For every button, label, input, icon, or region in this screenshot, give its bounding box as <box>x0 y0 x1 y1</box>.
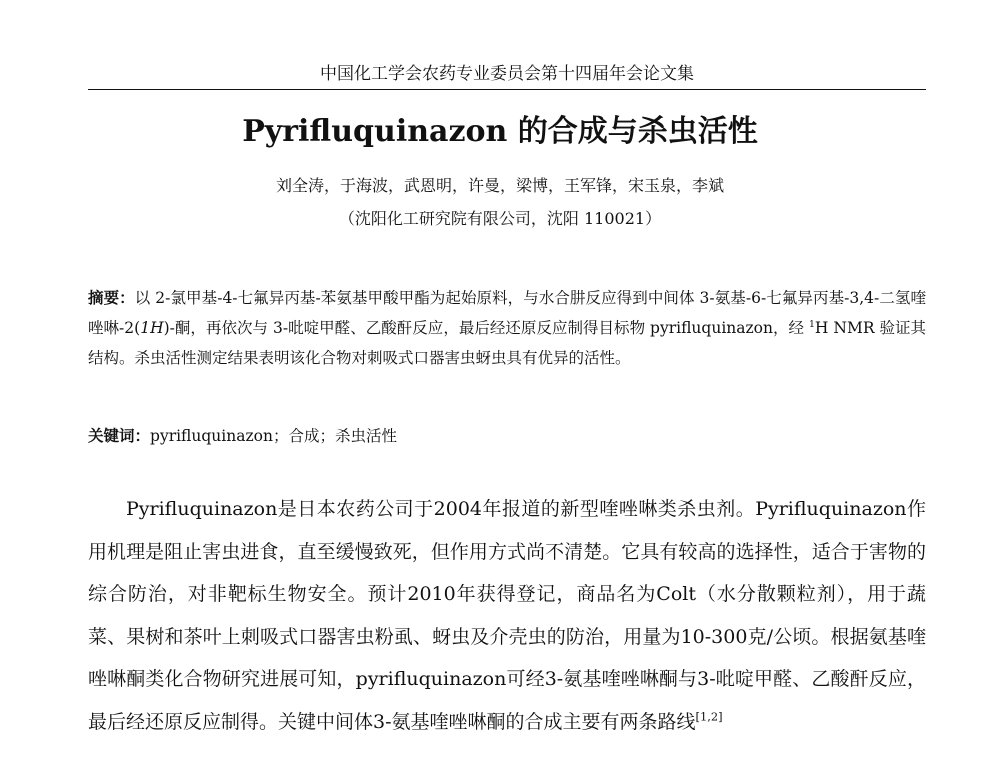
body-text: Pyrifluquinazon是日本农药公司于2004年报道的新型喹唑啉类杀虫剂。Pyrifluquinazon作用机理是阻止害虫进食，直至缓慢致死，但作用方式尚不清楚。它具有较高的选择性，适合于害物的综合防治，对非靶标生物安全。预计2010年获得登记，商品名为Colt（水分散颗粒剂），用于蔬菜、果树和茶叶上刺吸式口器害虫粉虱、蚜虫及介壳虫的防治，用量为10-300克/公顷。根据氨基喹唑啉酮类化合物研究进展可知，pyrifluquinazon可经3-氨基喹唑啉酮与3-吡啶甲醛、乙酸酐反应，最后经还原反应制得。关键中间体3-氨基喹唑啉酮的合成主要有两条路线 <box>88 498 926 733</box>
body-paragraph <box>88 488 926 743</box>
paper-title <box>0 112 1000 152</box>
author-list: 刘全涛，于海波，武恩明，许曼，梁博，王军锋，宋玉泉，李斌 <box>275 176 724 195</box>
abstract-label: 摘要： <box>88 288 135 307</box>
abstract-text-3: H NMR 验证其结构。杀虫活性测定结果表明该化合物对刺吸式口器害虫蚜虫具有优异的活性。 <box>88 319 926 367</box>
abstract-italic-h: 1H <box>140 319 164 337</box>
abstract-text-1: 以 2-氯甲基-4-七氟异丙基-苯氨基甲酸甲酯为起始原料，与水合肼反应得到中间体 3-氨基-6-七氟异丙基-3,4-二氢喹唑啉-2( <box>88 289 926 337</box>
title-cjk: 的合成与杀虫活性 <box>507 114 758 149</box>
header-rule <box>88 89 926 90</box>
abstract <box>88 283 926 373</box>
keywords-text: pyrifluquinazon；合成；杀虫活性 <box>150 427 397 445</box>
keywords-label: 关键词： <box>88 426 151 445</box>
affiliation: （沈阳化工研究院有限公司，沈阳 110021） <box>338 209 662 228</box>
title-latin: Pyrifluquinazon <box>242 114 508 149</box>
abstract-text-2: )-酮，再依次与 3-吡啶甲醛、乙酸酐反应，最后经还原反应制得目标物 pyrifluquinazon，经 <box>163 319 809 337</box>
running-header: 中国化工学会农药专业委员会第十四届年会论文集 <box>320 64 694 84</box>
abstract-superscript: 1 <box>809 318 815 330</box>
keywords <box>88 424 926 448</box>
citation-ref: [1,2] <box>695 709 723 724</box>
